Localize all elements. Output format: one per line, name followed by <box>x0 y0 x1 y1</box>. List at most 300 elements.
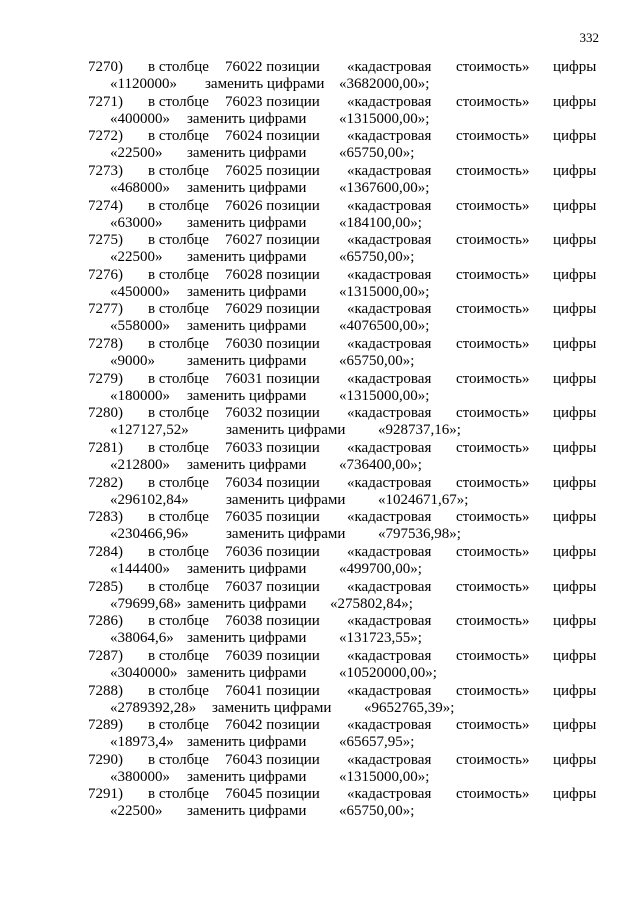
cadastral-text: «кадастровая <box>347 93 432 110</box>
item-line-1 <box>0 683 640 700</box>
list-item <box>0 475 640 510</box>
position-text: позиции <box>266 301 320 318</box>
column-position <box>225 371 320 388</box>
item-line-2 <box>0 492 640 509</box>
column-number: 76022 <box>225 59 263 75</box>
item-number: 7283) <box>88 509 123 526</box>
cadastral-text: «кадастровая <box>347 266 432 283</box>
in-column-text: в столбце <box>148 336 209 353</box>
item-line-1 <box>0 475 640 492</box>
column-position <box>225 128 320 145</box>
list-item <box>0 544 640 579</box>
in-column-text: в столбце <box>148 578 209 595</box>
old-value: «22500» <box>110 249 163 266</box>
list-item <box>0 232 640 267</box>
item-line-1 <box>0 371 640 388</box>
list-item <box>0 163 640 198</box>
value-text: стоимость» <box>456 197 530 214</box>
list-item <box>0 648 640 683</box>
column-position <box>225 94 320 111</box>
column-number: 76041 <box>225 682 263 699</box>
digits-text: цифры <box>553 197 597 214</box>
in-column-text: в столбце <box>148 613 209 630</box>
column-position <box>225 59 320 76</box>
new-value: «928737,16»; <box>378 422 461 439</box>
digits-text: цифры <box>553 751 597 768</box>
new-value: «3682000,00»; <box>339 76 430 92</box>
item-line-2 <box>0 734 640 751</box>
item-line-1 <box>0 267 640 284</box>
column-number: 76023 <box>225 93 263 110</box>
cadastral-text: «кадастровая <box>347 301 432 318</box>
item-line-2 <box>0 700 640 717</box>
replace-text: заменить цифрами <box>187 768 307 785</box>
item-line-1 <box>0 163 640 180</box>
cadastral-text: «кадастровая <box>347 613 432 630</box>
item-number: 7279) <box>88 370 123 387</box>
replace-text: заменить цифрами <box>187 664 307 681</box>
column-number: 76032 <box>225 405 263 422</box>
digits-text: цифры <box>553 370 597 387</box>
item-number: 7289) <box>88 717 123 734</box>
value-text: стоимость» <box>456 647 530 664</box>
value-text: стоимость» <box>456 162 530 179</box>
digits-text: цифры <box>553 543 597 560</box>
in-column-text: в столбце <box>148 440 209 457</box>
cadastral-text: «кадастровая <box>347 440 432 457</box>
item-number: 7276) <box>88 266 123 283</box>
old-value: «3040000» <box>110 664 178 681</box>
replace-text: заменить цифрами <box>205 76 325 92</box>
position-text: позиции <box>266 474 320 491</box>
amendment-list <box>0 59 640 821</box>
item-line-2 <box>0 145 640 162</box>
new-value: «797536,98»; <box>378 526 461 543</box>
value-text: стоимость» <box>456 509 530 526</box>
cadastral-text: «кадастровая <box>347 647 432 664</box>
replace-text: заменить цифрами <box>187 630 307 647</box>
position-text: позиции <box>266 509 320 526</box>
position-text: позиции <box>266 751 320 768</box>
cadastral-text: «кадастровая <box>347 232 432 249</box>
new-value: «65657,95»; <box>339 734 415 751</box>
column-position <box>225 752 320 769</box>
new-value: «131723,55»; <box>339 630 422 647</box>
position-text: позиции <box>266 370 320 387</box>
position-text: позиции <box>266 543 320 560</box>
cadastral-text: «кадастровая <box>347 59 432 75</box>
position-text: позиции <box>266 128 320 145</box>
value-text: стоимость» <box>456 613 530 630</box>
new-value: «1315000,00»; <box>339 283 430 300</box>
digits-text: цифры <box>553 578 597 595</box>
column-number: 76029 <box>225 301 263 318</box>
new-value: «10520000,00»; <box>339 664 437 681</box>
item-line-2 <box>0 630 640 647</box>
column-position <box>225 301 320 318</box>
new-value: «4076500,00»; <box>339 318 430 335</box>
old-value: «127127,52» <box>110 422 189 439</box>
position-text: позиции <box>266 93 320 110</box>
list-item <box>0 336 640 371</box>
cadastral-text: «кадастровая <box>347 578 432 595</box>
column-number: 76042 <box>225 717 263 734</box>
column-number: 76043 <box>225 751 263 768</box>
digits-text: цифры <box>553 440 597 457</box>
item-line-2 <box>0 769 640 786</box>
item-number: 7285) <box>88 578 123 595</box>
item-line-2 <box>0 284 640 301</box>
replace-text: заменить цифрами <box>226 422 346 439</box>
new-value: «65750,00»; <box>339 803 415 820</box>
list-item <box>0 717 640 752</box>
replace-text: заменить цифрами <box>187 318 307 335</box>
value-text: стоимость» <box>456 128 530 145</box>
column-position <box>225 683 320 700</box>
position-text: позиции <box>266 197 320 214</box>
value-text: стоимость» <box>456 232 530 249</box>
in-column-text: в столбце <box>148 543 209 560</box>
in-column-text: в столбце <box>148 405 209 422</box>
old-value: «1120000» <box>110 76 177 92</box>
item-line-2 <box>0 180 640 197</box>
old-value: «212800» <box>110 457 170 474</box>
replace-text: заменить цифрами <box>187 595 307 612</box>
list-item <box>0 683 640 718</box>
column-position <box>225 232 320 249</box>
in-column-text: в столбце <box>148 266 209 283</box>
item-number: 7278) <box>88 336 123 353</box>
value-text: стоимость» <box>456 717 530 734</box>
item-line-2 <box>0 526 640 543</box>
item-number: 7284) <box>88 543 123 560</box>
position-text: позиции <box>266 162 320 179</box>
value-text: стоимость» <box>456 301 530 318</box>
digits-text: цифры <box>553 266 597 283</box>
in-column-text: в столбце <box>148 59 209 75</box>
old-value: «450000» <box>110 283 170 300</box>
old-value: «144400» <box>110 560 170 577</box>
item-line-1 <box>0 232 640 249</box>
in-column-text: в столбце <box>148 128 209 145</box>
in-column-text: в столбце <box>148 93 209 110</box>
digits-text: цифры <box>553 128 597 145</box>
new-value: «184100,00»; <box>339 214 422 231</box>
position-text: позиции <box>266 647 320 664</box>
old-value: «79699,68» <box>110 595 182 612</box>
list-item <box>0 786 640 821</box>
item-line-2 <box>0 457 640 474</box>
in-column-text: в столбце <box>148 197 209 214</box>
column-number: 76030 <box>225 336 263 353</box>
old-value: «63000» <box>110 214 163 231</box>
old-value: «230466,96» <box>110 526 189 543</box>
column-position <box>225 336 320 353</box>
column-position <box>225 717 320 734</box>
column-position <box>225 648 320 665</box>
old-value: «558000» <box>110 318 170 335</box>
value-text: стоимость» <box>456 474 530 491</box>
position-text: позиции <box>266 266 320 283</box>
item-number: 7277) <box>88 301 123 318</box>
position-text: позиции <box>266 578 320 595</box>
digits-text: цифры <box>553 232 597 249</box>
position-text: позиции <box>266 59 320 75</box>
replace-text: заменить цифрами <box>187 353 307 370</box>
in-column-text: в столбце <box>148 786 209 803</box>
column-number: 76024 <box>225 128 263 145</box>
item-line-1 <box>0 198 640 215</box>
digits-text: цифры <box>553 301 597 318</box>
item-line-2 <box>0 318 640 335</box>
position-text: позиции <box>266 613 320 630</box>
cadastral-text: «кадастровая <box>347 197 432 214</box>
column-position <box>225 509 320 526</box>
column-number: 76039 <box>225 647 263 664</box>
digits-text: цифры <box>553 613 597 630</box>
new-value: «1367600,00»; <box>339 179 430 196</box>
new-value: «1024671,67»; <box>378 491 469 508</box>
value-text: стоимость» <box>456 786 530 803</box>
new-value: «9652765,39»; <box>364 699 455 716</box>
item-line-1 <box>0 579 640 596</box>
digits-text: цифры <box>553 786 597 803</box>
replace-text: заменить цифрами <box>187 145 307 162</box>
item-line-1 <box>0 128 640 145</box>
replace-text: заменить цифрами <box>187 110 307 127</box>
item-line-2 <box>0 561 640 578</box>
digits-text: цифры <box>553 717 597 734</box>
cadastral-text: «кадастровая <box>347 509 432 526</box>
replace-text: заменить цифрами <box>187 387 307 404</box>
column-number: 76026 <box>225 197 263 214</box>
list-item <box>0 440 640 475</box>
column-position <box>225 405 320 422</box>
cadastral-text: «кадастровая <box>347 474 432 491</box>
digits-text: цифры <box>553 509 597 526</box>
item-line-1 <box>0 336 640 353</box>
item-line-1 <box>0 440 640 457</box>
item-line-1 <box>0 509 640 526</box>
old-value: «2789392,28» <box>110 699 197 716</box>
replace-text: заменить цифрами <box>212 699 332 716</box>
digits-text: цифры <box>553 647 597 664</box>
digits-text: цифры <box>553 162 597 179</box>
column-position <box>225 579 320 596</box>
digits-text: цифры <box>553 93 597 110</box>
old-value: «468000» <box>110 179 170 196</box>
value-text: стоимость» <box>456 266 530 283</box>
column-number: 76033 <box>225 440 263 457</box>
replace-text: заменить цифрами <box>187 803 307 820</box>
item-line-2 <box>0 422 640 439</box>
column-number: 76028 <box>225 266 263 283</box>
digits-text: цифры <box>553 336 597 353</box>
new-value: «499700,00»; <box>339 560 422 577</box>
item-line-1 <box>0 59 640 76</box>
new-value: «65750,00»; <box>339 353 415 370</box>
value-text: стоимость» <box>456 59 530 75</box>
old-value: «296102,84» <box>110 491 189 508</box>
list-item <box>0 128 640 163</box>
page-number: 332 <box>579 30 599 45</box>
old-value: «18973,4» <box>110 734 174 751</box>
position-text: позиции <box>266 336 320 353</box>
in-column-text: в столбце <box>148 682 209 699</box>
item-number: 7287) <box>88 647 123 664</box>
column-position <box>225 267 320 284</box>
replace-text: заменить цифрами <box>226 491 346 508</box>
digits-text: цифры <box>553 405 597 422</box>
new-value: «275802,84»; <box>330 595 413 612</box>
column-position <box>225 544 320 561</box>
new-value: «736400,00»; <box>339 457 422 474</box>
in-column-text: в столбце <box>148 232 209 249</box>
cadastral-text: «кадастровая <box>347 128 432 145</box>
column-number: 76025 <box>225 162 263 179</box>
old-value: «400000» <box>110 110 170 127</box>
position-text: позиции <box>266 682 320 699</box>
replace-text: заменить цифрами <box>187 734 307 751</box>
column-number: 76034 <box>225 474 263 491</box>
list-item <box>0 405 640 440</box>
list-item <box>0 301 640 336</box>
position-text: позиции <box>266 440 320 457</box>
item-number: 7275) <box>88 232 123 249</box>
column-number: 76031 <box>225 370 263 387</box>
cadastral-text: «кадастровая <box>347 336 432 353</box>
item-line-2 <box>0 388 640 405</box>
position-text: позиции <box>266 232 320 249</box>
list-item <box>0 267 640 302</box>
item-number: 7270) <box>88 59 123 75</box>
item-number: 7282) <box>88 474 123 491</box>
new-value: «1315000,00»; <box>339 387 430 404</box>
value-text: стоимость» <box>456 405 530 422</box>
value-text: стоимость» <box>456 751 530 768</box>
replace-text: заменить цифрами <box>187 214 307 231</box>
value-text: стоимость» <box>456 93 530 110</box>
cadastral-text: «кадастровая <box>347 717 432 734</box>
item-line-2 <box>0 665 640 682</box>
cadastral-text: «кадастровая <box>347 682 432 699</box>
in-column-text: в столбце <box>148 162 209 179</box>
old-value: «180000» <box>110 387 170 404</box>
old-value: «9000» <box>110 353 155 370</box>
in-column-text: в столбце <box>148 474 209 491</box>
position-text: позиции <box>266 717 320 734</box>
column-position <box>225 613 320 630</box>
digits-text: цифры <box>553 682 597 699</box>
value-text: стоимость» <box>456 578 530 595</box>
item-line-2 <box>0 249 640 266</box>
column-number: 76038 <box>225 613 263 630</box>
old-value: «22500» <box>110 145 163 162</box>
item-line-2 <box>0 596 640 613</box>
item-line-2 <box>0 215 640 232</box>
item-line-1 <box>0 717 640 734</box>
column-number: 76045 <box>225 786 263 803</box>
old-value: «380000» <box>110 768 170 785</box>
cadastral-text: «кадастровая <box>347 405 432 422</box>
item-line-2 <box>0 76 640 93</box>
item-number: 7274) <box>88 197 123 214</box>
column-number: 76035 <box>225 509 263 526</box>
replace-text: заменить цифрами <box>187 560 307 577</box>
old-value: «22500» <box>110 803 163 820</box>
item-line-1 <box>0 544 640 561</box>
in-column-text: в столбце <box>148 370 209 387</box>
item-line-1 <box>0 648 640 665</box>
item-number: 7273) <box>88 162 123 179</box>
new-value: «1315000,00»; <box>339 110 430 127</box>
item-line-1 <box>0 613 640 630</box>
position-text: позиции <box>266 405 320 422</box>
column-position <box>225 786 320 803</box>
item-line-1 <box>0 752 640 769</box>
list-item <box>0 509 640 544</box>
digits-text: цифры <box>553 474 597 491</box>
in-column-text: в столбце <box>148 509 209 526</box>
item-number: 7290) <box>88 751 123 768</box>
column-number: 76027 <box>225 232 263 249</box>
item-line-1 <box>0 301 640 318</box>
list-item <box>0 371 640 406</box>
in-column-text: в столбце <box>148 717 209 734</box>
cadastral-text: «кадастровая <box>347 786 432 803</box>
item-number: 7286) <box>88 613 123 630</box>
cadastral-text: «кадастровая <box>347 370 432 387</box>
list-item <box>0 579 640 614</box>
item-line-1 <box>0 786 640 803</box>
value-text: стоимость» <box>456 543 530 560</box>
cadastral-text: «кадастровая <box>347 162 432 179</box>
item-number: 7288) <box>88 682 123 699</box>
digits-text: цифры <box>553 59 597 75</box>
item-line-1 <box>0 94 640 111</box>
column-position <box>225 163 320 180</box>
value-text: стоимость» <box>456 682 530 699</box>
item-line-2 <box>0 803 640 820</box>
replace-text: заменить цифрами <box>187 457 307 474</box>
value-text: стоимость» <box>456 440 530 457</box>
item-number: 7291) <box>88 786 123 803</box>
replace-text: заменить цифрами <box>226 526 346 543</box>
column-number: 76037 <box>225 578 263 595</box>
in-column-text: в столбце <box>148 751 209 768</box>
item-line-2 <box>0 111 640 128</box>
column-number: 76036 <box>225 543 263 560</box>
column-position <box>225 475 320 492</box>
replace-text: заменить цифрами <box>187 179 307 196</box>
list-item <box>0 198 640 233</box>
item-number: 7271) <box>88 93 123 110</box>
list-item <box>0 613 640 648</box>
new-value: «1315000,00»; <box>339 768 430 785</box>
list-item <box>0 59 640 94</box>
replace-text: заменить цифрами <box>187 283 307 300</box>
new-value: «65750,00»; <box>339 249 415 266</box>
old-value: «38064,6» <box>110 630 174 647</box>
in-column-text: в столбце <box>148 301 209 318</box>
list-item <box>0 94 640 129</box>
item-number: 7272) <box>88 128 123 145</box>
item-line-2 <box>0 353 640 370</box>
cadastral-text: «кадастровая <box>347 543 432 560</box>
new-value: «65750,00»; <box>339 145 415 162</box>
item-number: 7281) <box>88 440 123 457</box>
cadastral-text: «кадастровая <box>347 751 432 768</box>
